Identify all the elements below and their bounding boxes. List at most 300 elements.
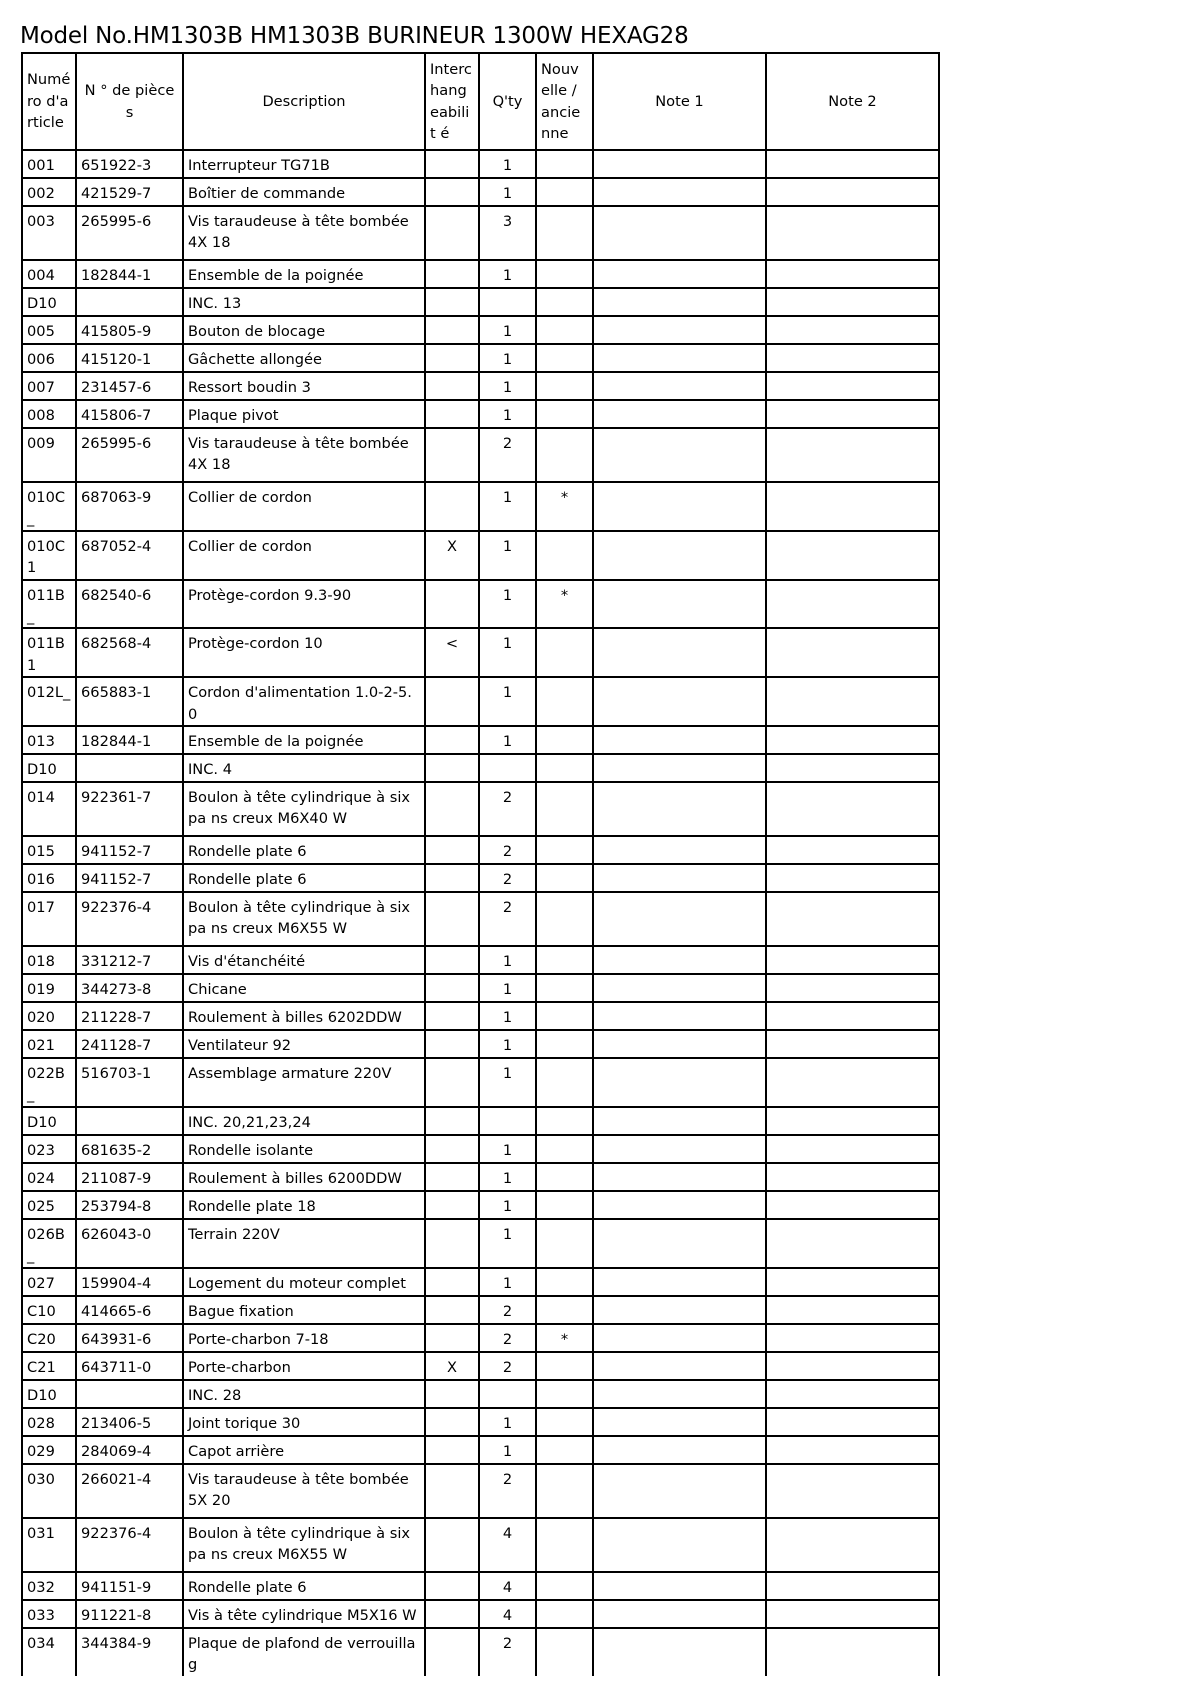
note-1-cell (593, 1191, 766, 1219)
description-cell: Vis taraudeuse à tête bombée 4X 18 (183, 428, 425, 482)
note-2-cell (766, 372, 939, 400)
header-row (22, 53, 939, 150)
note-1-cell (593, 316, 766, 344)
interchangeability-cell (425, 1002, 479, 1030)
note-1-cell (593, 1380, 766, 1408)
quantity-cell: 2 (479, 1352, 536, 1380)
item-number-cell: 004 (22, 260, 76, 288)
quantity-cell: 4 (479, 1518, 536, 1572)
new-old-cell (536, 150, 593, 178)
part-number-cell: 415120-1 (76, 344, 183, 372)
new-old-cell (536, 1518, 593, 1572)
new-old-cell: * (536, 580, 593, 629)
interchangeability-cell (425, 892, 479, 946)
quantity-cell: 2 (479, 892, 536, 946)
note-1-cell (593, 1352, 766, 1380)
description-cell: Rondelle plate 6 (183, 864, 425, 892)
part-number-cell: 266021-4 (76, 1464, 183, 1518)
item-number-cell: 001 (22, 150, 76, 178)
part-number-cell: 253794-8 (76, 1191, 183, 1219)
new-old-cell (536, 1600, 593, 1628)
quantity-cell: 1 (479, 1219, 536, 1268)
part-number-cell (76, 1380, 183, 1408)
part-number-cell: 682540-6 (76, 580, 183, 629)
note-1-cell (593, 288, 766, 316)
note-1-cell (593, 782, 766, 836)
item-number-cell: 003 (22, 206, 76, 260)
item-number-cell: 015 (22, 836, 76, 864)
note-2-cell (766, 864, 939, 892)
item-number-cell: 007 (22, 372, 76, 400)
interchangeability-cell (425, 150, 479, 178)
note-2-cell (766, 726, 939, 754)
note-2-cell (766, 1324, 939, 1352)
description-cell: Roulement à billes 6200DDW (183, 1163, 425, 1191)
item-number-cell: 023 (22, 1135, 76, 1163)
description-cell: Protège-cordon 10 (183, 628, 425, 677)
table-row (22, 628, 939, 677)
new-old-cell (536, 288, 593, 316)
note-2-cell (766, 531, 939, 580)
part-number-cell: 941152-7 (76, 836, 183, 864)
item-number-cell: 032 (22, 1572, 76, 1600)
description-cell: Boulon à tête cylindrique à six pa ns creux M6X40 W (183, 782, 425, 836)
note-2-cell (766, 344, 939, 372)
note-1-cell (593, 150, 766, 178)
note-2-cell (766, 1219, 939, 1268)
new-old-cell (536, 754, 593, 782)
part-number-cell: 182844-1 (76, 260, 183, 288)
quantity-cell: 2 (479, 1628, 536, 1676)
table-row (22, 372, 939, 400)
new-old-cell (536, 1058, 593, 1107)
item-number-cell: 019 (22, 974, 76, 1002)
new-old-cell (536, 974, 593, 1002)
table-row (22, 178, 939, 206)
new-old-cell (536, 892, 593, 946)
column-header-part-number: N ° de pièces (76, 53, 183, 150)
part-number-cell (76, 754, 183, 782)
description-cell: Cordon d'alimentation 1.0-2-5.0 (183, 677, 425, 726)
new-old-cell (536, 1219, 593, 1268)
description-cell: Joint torique 30 (183, 1408, 425, 1436)
interchangeability-cell (425, 482, 479, 531)
table-row (22, 1030, 939, 1058)
interchangeability-cell (425, 1324, 479, 1352)
part-number-cell: 211087-9 (76, 1163, 183, 1191)
description-cell: Protège-cordon 9.3-90 (183, 580, 425, 629)
note-2-cell (766, 206, 939, 260)
new-old-cell (536, 946, 593, 974)
quantity-cell: 2 (479, 1464, 536, 1518)
quantity-cell: 1 (479, 974, 536, 1002)
quantity-cell: 2 (479, 864, 536, 892)
description-cell: Boulon à tête cylindrique à six pa ns creux M6X55 W (183, 892, 425, 946)
item-number-cell: 011B1 (22, 628, 76, 677)
new-old-cell: * (536, 482, 593, 531)
new-old-cell (536, 1002, 593, 1030)
interchangeability-cell (425, 1380, 479, 1408)
quantity-cell: 1 (479, 946, 536, 974)
description-cell: Vis taraudeuse à tête bombée 5X 20 (183, 1464, 425, 1518)
part-number-cell: 159904-4 (76, 1268, 183, 1296)
note-1-cell (593, 754, 766, 782)
description-cell: Plaque pivot (183, 400, 425, 428)
item-number-cell: 014 (22, 782, 76, 836)
table-row (22, 1572, 939, 1600)
item-number-cell: 021 (22, 1030, 76, 1058)
quantity-cell: 2 (479, 782, 536, 836)
part-number-cell: 682568-4 (76, 628, 183, 677)
quantity-cell: 1 (479, 344, 536, 372)
interchangeability-cell (425, 836, 479, 864)
table-row (22, 1408, 939, 1436)
description-cell: INC. 20,21,23,24 (183, 1107, 425, 1135)
table-row (22, 1436, 939, 1464)
column-header-new-old: Nouv elle / ancie nne (536, 53, 593, 150)
item-number-cell: 030 (22, 1464, 76, 1518)
note-2-cell (766, 892, 939, 946)
interchangeability-cell (425, 1135, 479, 1163)
quantity-cell: 1 (479, 178, 536, 206)
note-1-cell (593, 482, 766, 531)
note-2-cell (766, 628, 939, 677)
description-cell: Boîtier de commande (183, 178, 425, 206)
description-cell: Ensemble de la poignée (183, 260, 425, 288)
interchangeability-cell (425, 372, 479, 400)
column-header-interchangeability: Interc hang eabilit é (425, 53, 479, 150)
item-number-cell: D10 (22, 754, 76, 782)
part-number-cell: 421529-7 (76, 178, 183, 206)
column-header-note-2: Note 2 (766, 53, 939, 150)
quantity-cell: 1 (479, 726, 536, 754)
item-number-cell: 029 (22, 1436, 76, 1464)
part-number-cell: 241128-7 (76, 1030, 183, 1058)
new-old-cell (536, 782, 593, 836)
item-number-cell: 009 (22, 428, 76, 482)
description-cell: Ventilateur 92 (183, 1030, 425, 1058)
description-cell: Capot arrière (183, 1436, 425, 1464)
new-old-cell (536, 1464, 593, 1518)
note-2-cell (766, 400, 939, 428)
item-number-cell: C21 (22, 1352, 76, 1380)
interchangeability-cell (425, 580, 479, 629)
note-1-cell (593, 1572, 766, 1600)
part-number-cell: 516703-1 (76, 1058, 183, 1107)
item-number-cell: 013 (22, 726, 76, 754)
part-number-cell: 331212-7 (76, 946, 183, 974)
item-number-cell: C20 (22, 1324, 76, 1352)
interchangeability-cell (425, 344, 479, 372)
item-number-cell: 022B_ (22, 1058, 76, 1107)
quantity-cell: 1 (479, 1268, 536, 1296)
table-row (22, 1352, 939, 1380)
quantity-cell: 1 (479, 1058, 536, 1107)
quantity-cell: 1 (479, 1135, 536, 1163)
quantity-cell: 1 (479, 316, 536, 344)
note-2-cell (766, 782, 939, 836)
part-number-cell (76, 1107, 183, 1135)
description-cell: Roulement à billes 6202DDW (183, 1002, 425, 1030)
table-row (22, 1380, 939, 1408)
table-row (22, 782, 939, 836)
interchangeability-cell (425, 400, 479, 428)
description-cell: Bouton de blocage (183, 316, 425, 344)
column-header-note-1: Note 1 (593, 53, 766, 150)
note-2-cell (766, 1058, 939, 1107)
table-row (22, 974, 939, 1002)
quantity-cell: 4 (479, 1600, 536, 1628)
table-row (22, 1324, 939, 1352)
new-old-cell (536, 628, 593, 677)
quantity-cell: 1 (479, 531, 536, 580)
quantity-cell: 1 (479, 260, 536, 288)
table-row (22, 580, 939, 629)
quantity-cell: 1 (479, 1163, 536, 1191)
table-row (22, 428, 939, 482)
part-number-cell: 182844-1 (76, 726, 183, 754)
note-1-cell (593, 531, 766, 580)
item-number-cell: 005 (22, 316, 76, 344)
interchangeability-cell (425, 1628, 479, 1676)
part-number-cell: 284069-4 (76, 1436, 183, 1464)
table-row (22, 1135, 939, 1163)
new-old-cell (536, 260, 593, 288)
note-2-cell (766, 580, 939, 629)
note-1-cell (593, 864, 766, 892)
note-1-cell (593, 1628, 766, 1676)
note-1-cell (593, 178, 766, 206)
table-row (22, 1163, 939, 1191)
interchangeability-cell (425, 946, 479, 974)
note-1-cell (593, 1518, 766, 1572)
part-number-cell: 651922-3 (76, 150, 183, 178)
interchangeability-cell (425, 754, 479, 782)
table-row (22, 1268, 939, 1296)
new-old-cell (536, 531, 593, 580)
note-1-cell (593, 726, 766, 754)
note-1-cell (593, 1107, 766, 1135)
note-2-cell (766, 1296, 939, 1324)
interchangeability-cell (425, 1518, 479, 1572)
quantity-cell: 1 (479, 150, 536, 178)
new-old-cell (536, 316, 593, 344)
table-row (22, 288, 939, 316)
item-number-cell: 031 (22, 1518, 76, 1572)
interchangeability-cell: X (425, 1352, 479, 1380)
table-row (22, 1464, 939, 1518)
note-1-cell (593, 344, 766, 372)
description-cell: Rondelle isolante (183, 1135, 425, 1163)
note-1-cell (593, 1135, 766, 1163)
item-number-cell: D10 (22, 288, 76, 316)
quantity-cell: 1 (479, 400, 536, 428)
note-2-cell (766, 1352, 939, 1380)
note-2-cell (766, 1135, 939, 1163)
table-row (22, 1628, 939, 1676)
column-header-quantity: Q'ty (479, 53, 536, 150)
note-1-cell (593, 1600, 766, 1628)
item-number-cell: C10 (22, 1296, 76, 1324)
interchangeability-cell (425, 206, 479, 260)
interchangeability-cell (425, 1296, 479, 1324)
note-2-cell (766, 1030, 939, 1058)
new-old-cell (536, 1135, 593, 1163)
parts-table (21, 52, 940, 1676)
part-number-cell: 211228-7 (76, 1002, 183, 1030)
description-cell: Gâchette allongée (183, 344, 425, 372)
table-row (22, 1296, 939, 1324)
interchangeability-cell (425, 178, 479, 206)
note-1-cell (593, 1268, 766, 1296)
note-2-cell (766, 946, 939, 974)
description-cell: Logement du moteur complet (183, 1268, 425, 1296)
note-1-cell (593, 628, 766, 677)
note-2-cell (766, 150, 939, 178)
description-cell: Vis taraudeuse à tête bombée 4X 18 (183, 206, 425, 260)
note-1-cell (593, 1464, 766, 1518)
interchangeability-cell (425, 1058, 479, 1107)
part-number-cell: 665883-1 (76, 677, 183, 726)
description-cell: Porte-charbon (183, 1352, 425, 1380)
quantity-cell: 2 (479, 836, 536, 864)
part-number-cell: 265995-6 (76, 206, 183, 260)
quantity-cell: 1 (479, 677, 536, 726)
table-row (22, 206, 939, 260)
table-row (22, 1518, 939, 1572)
interchangeability-cell (425, 1107, 479, 1135)
note-1-cell (593, 1296, 766, 1324)
new-old-cell (536, 1352, 593, 1380)
parts-table-body (22, 150, 939, 1676)
note-1-cell (593, 1408, 766, 1436)
table-row (22, 150, 939, 178)
note-1-cell (593, 1002, 766, 1030)
new-old-cell (536, 836, 593, 864)
description-cell: Ensemble de la poignée (183, 726, 425, 754)
new-old-cell (536, 1380, 593, 1408)
item-number-cell: 033 (22, 1600, 76, 1628)
part-number-cell: 265995-6 (76, 428, 183, 482)
description-cell: Assemblage armature 220V (183, 1058, 425, 1107)
part-number-cell: 687063-9 (76, 482, 183, 531)
part-number-cell: 643931-6 (76, 1324, 183, 1352)
interchangeability-cell (425, 974, 479, 1002)
new-old-cell (536, 1191, 593, 1219)
interchangeability-cell: < (425, 628, 479, 677)
item-number-cell: 010C1 (22, 531, 76, 580)
item-number-cell: 027 (22, 1268, 76, 1296)
table-row (22, 482, 939, 531)
part-number-cell: 414665-6 (76, 1296, 183, 1324)
part-number-cell (76, 288, 183, 316)
note-1-cell (593, 1058, 766, 1107)
table-row (22, 344, 939, 372)
table-row (22, 1191, 939, 1219)
item-number-cell: 024 (22, 1163, 76, 1191)
part-number-cell: 415805-9 (76, 316, 183, 344)
note-2-cell (766, 1380, 939, 1408)
new-old-cell (536, 344, 593, 372)
quantity-cell: 1 (479, 1030, 536, 1058)
item-number-cell: 025 (22, 1191, 76, 1219)
table-row (22, 1002, 939, 1030)
new-old-cell (536, 1107, 593, 1135)
interchangeability-cell (425, 1408, 479, 1436)
interchangeability-cell (425, 288, 479, 316)
note-2-cell (766, 974, 939, 1002)
description-cell: Rondelle plate 18 (183, 1191, 425, 1219)
interchangeability-cell (425, 1163, 479, 1191)
note-1-cell (593, 677, 766, 726)
description-cell: Chicane (183, 974, 425, 1002)
new-old-cell (536, 428, 593, 482)
interchangeability-cell: X (425, 531, 479, 580)
quantity-cell (479, 754, 536, 782)
interchangeability-cell (425, 1219, 479, 1268)
note-2-cell (766, 1464, 939, 1518)
new-old-cell (536, 864, 593, 892)
note-2-cell (766, 1107, 939, 1135)
item-number-cell: 026B_ (22, 1219, 76, 1268)
note-1-cell (593, 1030, 766, 1058)
new-old-cell (536, 1436, 593, 1464)
description-cell: Vis à tête cylindrique M5X16 W (183, 1600, 425, 1628)
interchangeability-cell (425, 726, 479, 754)
part-number-cell: 681635-2 (76, 1135, 183, 1163)
note-1-cell (593, 1436, 766, 1464)
new-old-cell (536, 400, 593, 428)
new-old-cell (536, 1296, 593, 1324)
table-row (22, 677, 939, 726)
interchangeability-cell (425, 782, 479, 836)
note-2-cell (766, 677, 939, 726)
new-old-cell (536, 1268, 593, 1296)
item-number-cell: 002 (22, 178, 76, 206)
new-old-cell (536, 1163, 593, 1191)
item-number-cell: 016 (22, 864, 76, 892)
interchangeability-cell (425, 864, 479, 892)
table-row (22, 754, 939, 782)
description-cell: INC. 13 (183, 288, 425, 316)
item-number-cell: 018 (22, 946, 76, 974)
item-number-cell: 034 (22, 1628, 76, 1676)
part-number-cell: 922361-7 (76, 782, 183, 836)
quantity-cell: 4 (479, 1572, 536, 1600)
part-number-cell: 344273-8 (76, 974, 183, 1002)
new-old-cell (536, 1572, 593, 1600)
description-cell: Rondelle plate 6 (183, 1572, 425, 1600)
item-number-cell: 006 (22, 344, 76, 372)
part-number-cell: 911221-8 (76, 1600, 183, 1628)
interchangeability-cell (425, 1436, 479, 1464)
new-old-cell (536, 1030, 593, 1058)
interchangeability-cell (425, 1191, 479, 1219)
quantity-cell: 1 (479, 580, 536, 629)
description-cell: Bague fixation (183, 1296, 425, 1324)
description-cell: INC. 28 (183, 1380, 425, 1408)
table-row (22, 1219, 939, 1268)
quantity-cell (479, 288, 536, 316)
new-old-cell (536, 726, 593, 754)
table-row (22, 1107, 939, 1135)
description-cell: Terrain 220V (183, 1219, 425, 1268)
item-number-cell: 008 (22, 400, 76, 428)
note-1-cell (593, 580, 766, 629)
quantity-cell: 1 (479, 1436, 536, 1464)
note-1-cell (593, 946, 766, 974)
table-row (22, 864, 939, 892)
